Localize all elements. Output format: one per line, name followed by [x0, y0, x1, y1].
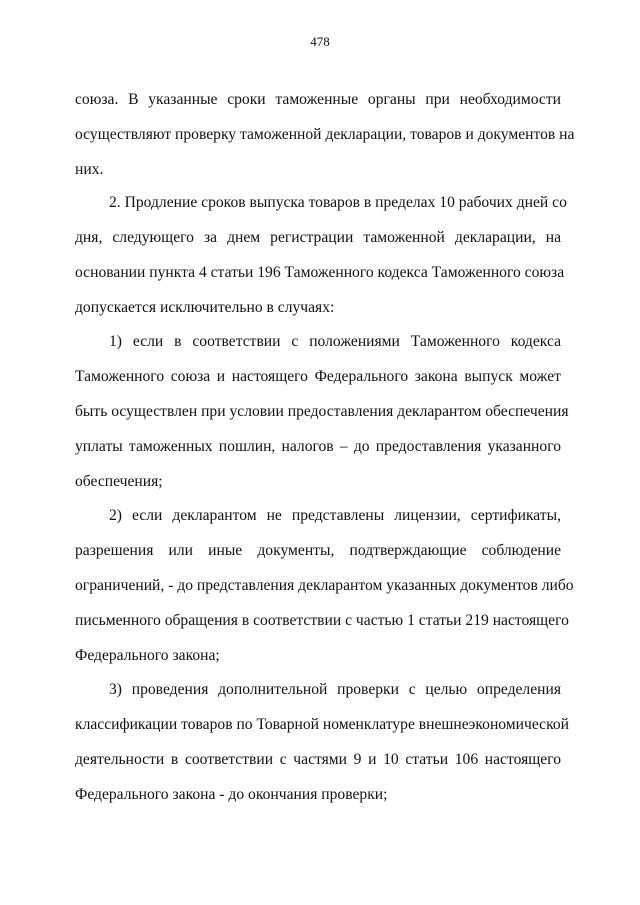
page-number: 478 — [310, 34, 330, 49]
text-line: допускается исключительно в случаях: — [75, 299, 335, 316]
text-line: быть осуществлен при условии предоставления декларантом обеспечения — [75, 403, 569, 420]
text-line: осуществляют проверку таможенной декларации, товаров и документов на — [75, 126, 575, 143]
text-line: 1) если в соответствии с положениями Таможенного кодекса — [109, 333, 561, 350]
text-line: 2. Продление сроков выпуска товаров в пределах 10 рабочих дней со — [109, 194, 567, 211]
text-line: дня, следующего за днем регистрации таможенной декларации, на — [75, 229, 561, 246]
text-line: уплаты таможенных пошлин, налогов – до предоставления указанного — [75, 438, 561, 455]
text-line: союза. В указанные сроки таможенные органы при необходимости — [75, 91, 561, 108]
text-line: 3) проведения дополнительной проверки с целью определения — [109, 681, 561, 698]
text-line: Таможенного союза и настоящего Федерального закона выпуск может — [75, 368, 561, 385]
text-line: деятельности в соответствии с частями 9 и 10 статьи 106 настоящего — [75, 751, 561, 768]
text-line: классификации товаров по Товарной номенклатуре внешнеэкономической — [75, 716, 570, 733]
text-line: основании пункта 4 статьи 196 Таможенного кодекса Таможенного союза — [75, 264, 565, 281]
text-line: разрешения или иные документы, подтверждающие соблюдение — [75, 542, 561, 559]
text-line: них. — [75, 161, 104, 178]
text-line: Федерального закона - до окончания проверки; — [75, 786, 388, 803]
text-line: обеспечения; — [75, 473, 163, 490]
text-line: 2) если декларантом не представлены лицензии, сертификаты, — [109, 507, 561, 524]
text-line: ограничений, - до представления декларантом указанных документов либо — [75, 577, 574, 594]
text-line: письменного обращения в соответствии с частью 1 статьи 219 настоящего — [75, 612, 569, 629]
text-line: Федерального закона; — [75, 647, 220, 664]
